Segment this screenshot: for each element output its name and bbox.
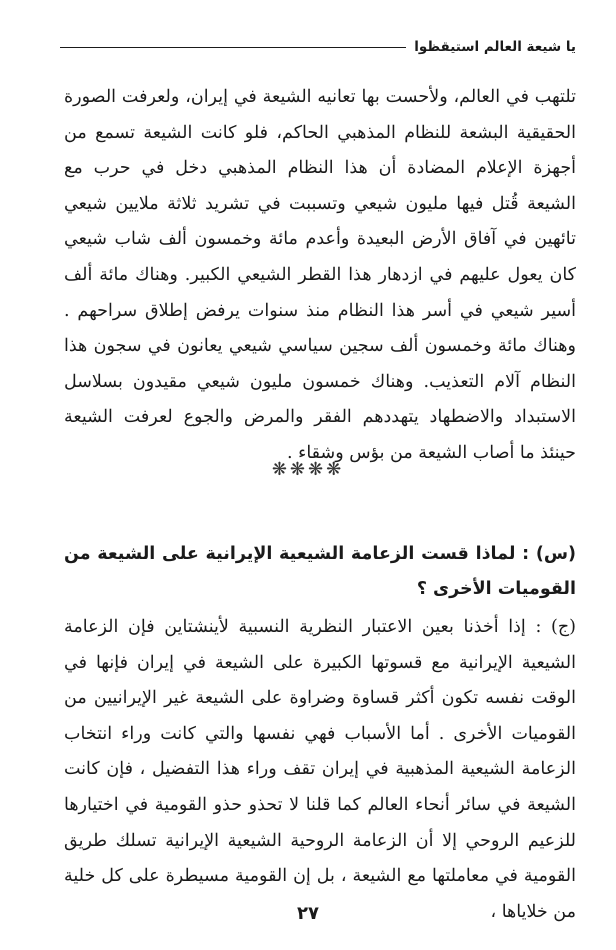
question-heading [64, 537, 576, 607]
section-separator: ❋❋❋❋ [271, 459, 345, 480]
running-header [60, 36, 576, 58]
page-number: ٢٧ [297, 903, 319, 924]
question-text: (س) : لماذا قست الزعامة الشيعية الإيرانية على الشيعة من القوميات الأخرى ؟ [64, 544, 576, 599]
header-rule [60, 47, 406, 48]
paragraph-text: تلتهب في العالم، ولأحست بها تعانيه الشيعة في إيران، ولعرفت الصورة الحقيقية البشعة للنظام المذهبي الحاكم، فلو كانت الشيعة تسمع من أجهزة الإعلام المضادة أن هذا النظام المذهبي دخل في حرب مع الشيعة قُتل فيها مليون شيعي وتسببت في تشريد ثلاثة ملايين شيعي تائهين في آفاق الأرض البعيدة وأعدم مائة وخمسون ألف شاب شيعي كان يعول عليهم في ازدهار هذا القطر الشيعي الكبير. وهناك مائة ألف أسير شيعي في أسر هذا النظام منذ سنوات يرفض إطلاق سراحهم . وهناك مائة وخمسون ألف سجين سياسي شيعي يعانون في سجون هذا النظام آلام التعذيب. وهناك خمسون مليون شيعي مقيدون بسلاسل الاستبداد والاضطهاد يتهددهم الفقر والمرض والجوع لعرفت الشيعة حينئذ ما أصاب الشيعة من بؤس وشقاء . [64, 87, 576, 463]
answer-paragraph [64, 610, 576, 930]
body-paragraph-1 [64, 80, 576, 472]
running-header-title: يا شيعة العالم استيقظوا [414, 39, 576, 55]
answer-text: (ج) : إذا أخذنا بعين الاعتبار النظرية النسبية لأينشتاين فإن الزعامة الشيعية الإيرانية مع قسوتها الكبيرة على الشيعة في إيران فإنها في الوقت نفسه تكون أكثر قساوة وضراوة على الشيعة غير الإيرانيين من القوميات الأخرى . أما الأسباب فهي نفسها والتي كانت وراء انتخاب الزعامة الشيعية المذهبية في إيران تقف وراء هذا التفضيل ، فإن كانت الشيعة في سائر أنحاء العالم كما قلنا لا تحذو حذو القومية في اختيارها للزعيم الروحي إلا أن الزعامة الروحية الشيعية الإيرانية تسلك طريق القومية في معاملتها مع الشيعة ، بل إن القومية مسيطرة على كل خلية من خلاياها ، [64, 617, 576, 922]
